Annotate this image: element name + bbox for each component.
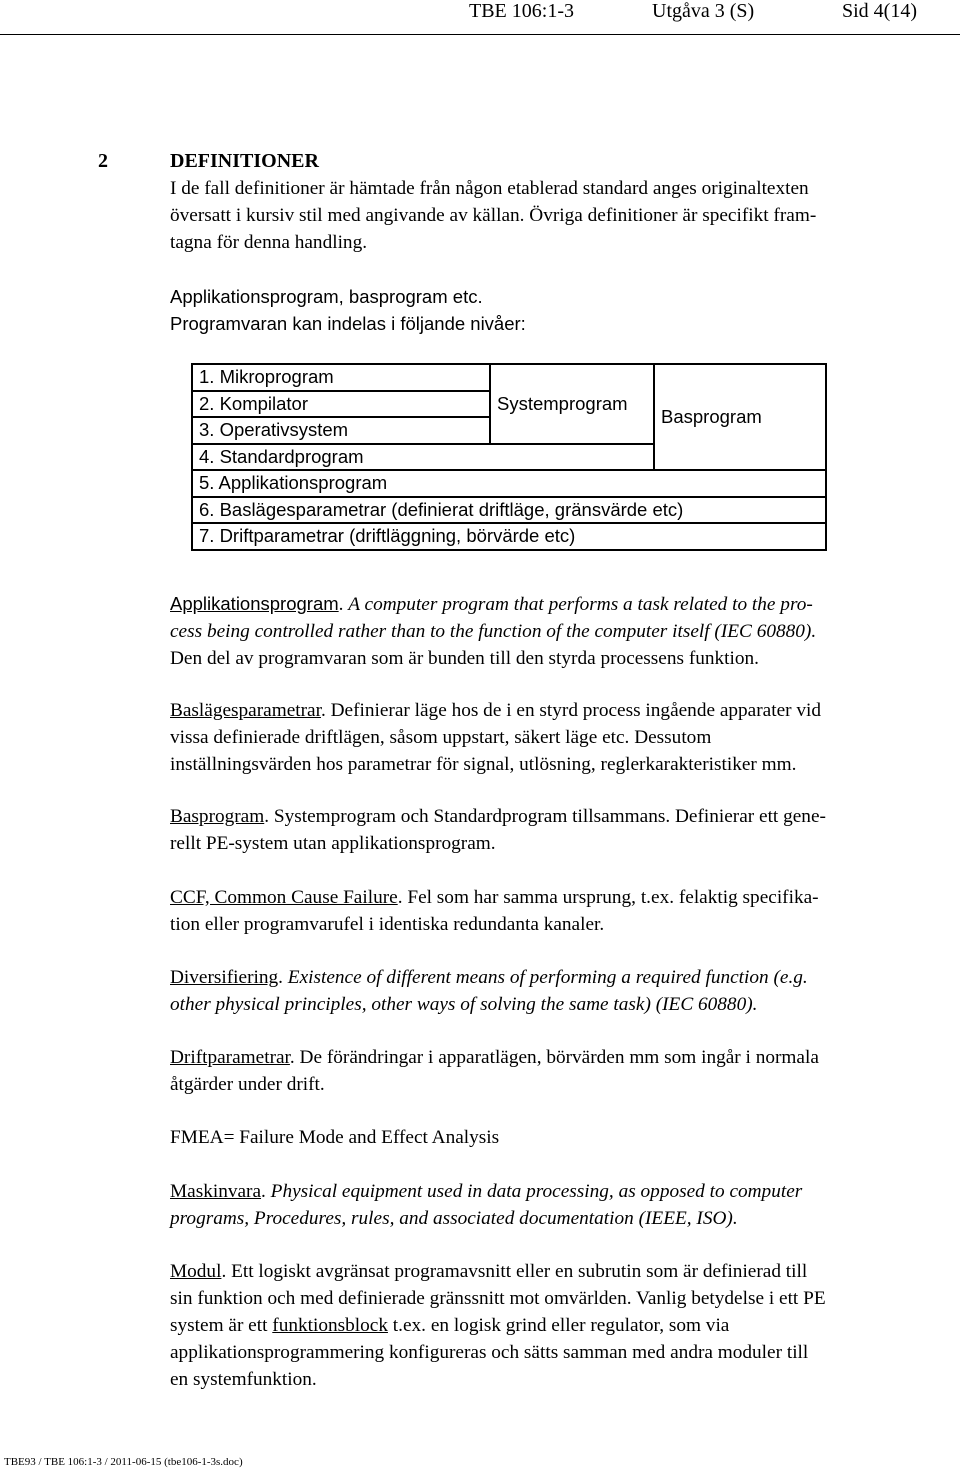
level-item: 4. Standardprogram: [192, 444, 654, 471]
group-systemprogram: Systemprogram: [490, 364, 654, 444]
def-diversifiering: Diversifiering. Existence of different means of performing a required function (e.g. other physical principles, other ways of solving the same task) (IEC 60880).: [170, 964, 955, 1018]
levels-table: [191, 363, 827, 551]
def-maskinvara: Maskinvara. Physical equipment used in data processing, as opposed to computer programs, Procedures, rules, and associated documentation (IEEE, ISO).: [170, 1178, 955, 1232]
def-text: rellt PE-system utan applikationsprogram.: [170, 833, 496, 854]
intro-line: tagna för denna handling.: [170, 232, 368, 253]
def-basprogram: Basprogram. Systemprogram och Standardprogram tillsammans. Definierar ett gene- rellt PE-system utan applikationsprogram.: [170, 803, 955, 857]
level-item: 6. Baslägesparametrar (definierat driftläge, gränsvärde etc): [192, 497, 826, 524]
term-ccf: CCF, Common Cause Failure: [170, 887, 398, 908]
def-text: Ett logiskt avgränsat programavsnitt eller en subrutin som är definierad till: [231, 1261, 808, 1282]
section-number: 2: [98, 150, 108, 172]
def-text: sin funktion och med definierade gränssnitt mot omvärlden. Vanlig betydelse i ett PE: [170, 1288, 826, 1309]
level-item: 3. Operativsystem: [192, 417, 490, 444]
level-item: 5. Applikationsprogram: [192, 470, 826, 497]
def-text: FMEA= Failure Mode and Effect Analysis: [170, 1127, 500, 1148]
def-applikationsprogram: Applikationsprogram. A computer program that performs a task related to the pro- cess being controlled rather than to the function of the computer itself (IEC 60880). Den del av programvaran som är bunden till den styrda processens funktion.: [170, 590, 955, 672]
def-text: Physical equipment used in data processing, as opposed to computer: [270, 1181, 803, 1202]
level-item: 1. Mikroprogram: [192, 364, 490, 391]
term-basprogram: Basprogram: [170, 806, 265, 827]
def-text: tion eller programvarufel i identiska redundanta kanaler.: [170, 914, 605, 935]
def-text: åtgärder under drift.: [170, 1074, 325, 1095]
def-ccf: CCF, Common Cause Failure. Fel som har samma ursprung, t.ex. felaktig specifika- tion eller programvarufel i identiska redundanta kanaler.: [170, 884, 955, 938]
level-item: 2. Kompilator: [192, 391, 490, 418]
def-text: Systemprogram och Standardprogram tillsammans. Definierar ett gene-: [273, 806, 826, 827]
header-edition: Utgåva 3 (S): [652, 0, 755, 22]
level-item: 7. Driftparametrar (driftläggning, börvärde etc): [192, 523, 826, 550]
def-text: other physical principles, other ways of solving the same task) (IEC 60880).: [170, 994, 758, 1015]
levels-intro: [170, 283, 955, 337]
term-driftparametrar: Driftparametrar: [170, 1047, 290, 1068]
def-baslagesparametrar: Baslägesparametrar. Definierar läge hos de i en styrd process ingående apparater vid vissa definierade driftlägen, såsom uppstart, säkert läge etc. Dessutom inställningsvärden hos parametrar för signal, utlösning, reglerkarakteristiker mm.: [170, 697, 955, 778]
header-doc-id: TBE 106:1-3: [469, 0, 574, 22]
def-text: A computer program that performs a task related to the pro-: [348, 594, 813, 615]
intro-line: I de fall definitioner är hämtade från någon etablerad standard anges originaltexten: [170, 178, 809, 199]
term-funktionsblock: funktionsblock: [272, 1315, 388, 1336]
def-text: system är ett: [170, 1315, 268, 1336]
term-modul: Modul: [170, 1261, 222, 1282]
header-rule: [0, 34, 960, 35]
def-modul: Modul. Ett logiskt avgränsat programavsnitt eller en subrutin som är definierad till sin funktion och med definierade gränssnitt mot omvärlden. Vanlig betydelse i ett PE system är ett funktionsblock t.ex. en logisk grind eller regulator, som via applikationsprogrammering konfigureras och sätts samman med andra moduler till en systemfunktion.: [170, 1258, 955, 1393]
def-text: programs, Procedures, rules, and associated documentation (IEEE, ISO).: [170, 1208, 738, 1229]
term-diversifiering: Diversifiering: [170, 967, 279, 988]
def-fmea: [170, 1124, 955, 1151]
term-maskinvara: Maskinvara: [170, 1181, 262, 1202]
def-text: Fel som har samma ursprung, t.ex. felaktig specifika-: [407, 887, 819, 908]
def-text: De förändringar i apparatlägen, börvärden mm som ingår i normala: [299, 1047, 819, 1068]
intro-line: översatt i kursiv stil med angivande av källan. Övriga definitioner är specifikt fram-: [170, 205, 817, 226]
def-text: en systemfunktion.: [170, 1369, 317, 1390]
def-text: vissa definierade driftlägen, såsom uppstart, säkert läge etc. Dessutom: [170, 727, 712, 748]
term-baslagesparametrar: Baslägesparametrar: [170, 700, 321, 721]
section-intro: [170, 175, 955, 256]
def-text: Existence of different means of performing a required function (e.g.: [287, 967, 808, 988]
term-applikationsprogram: Applikationsprogram: [170, 593, 339, 614]
header-page: Sid 4(14): [842, 0, 917, 22]
footer-doc-ref: TBE93 / TBE 106:1-3 / 2011-06-15 (tbe106-1-3s.doc): [4, 1456, 243, 1468]
def-text: applikationsprogrammering konfigureras och sätts samman med andra moduler till: [170, 1342, 809, 1363]
def-text: t.ex. en logisk grind eller regulator, som via: [392, 1315, 730, 1336]
def-driftparametrar: Driftparametrar. De förändringar i apparatlägen, börvärden mm som ingår i normala åtgärder under drift.: [170, 1044, 955, 1098]
def-text: cess being controlled rather than to the function of the computer itself (IEC 60880).: [170, 621, 817, 642]
def-text: Den del av programvaran som är bunden till den styrda processens funktion.: [170, 648, 759, 669]
def-text: inställningsvärden hos parametrar för signal, utlösning, reglerkarakteristiker mm.: [170, 754, 797, 775]
levels-heading: Applikationsprogram, basprogram etc.: [170, 286, 483, 307]
def-text: Definierar läge hos de i en styrd process ingående apparater vid: [330, 700, 822, 721]
group-basprogram: Basprogram: [654, 364, 826, 470]
levels-text: Programvaran kan indelas i följande nivåer:: [170, 313, 526, 334]
section-title: DEFINITIONER: [170, 150, 319, 172]
